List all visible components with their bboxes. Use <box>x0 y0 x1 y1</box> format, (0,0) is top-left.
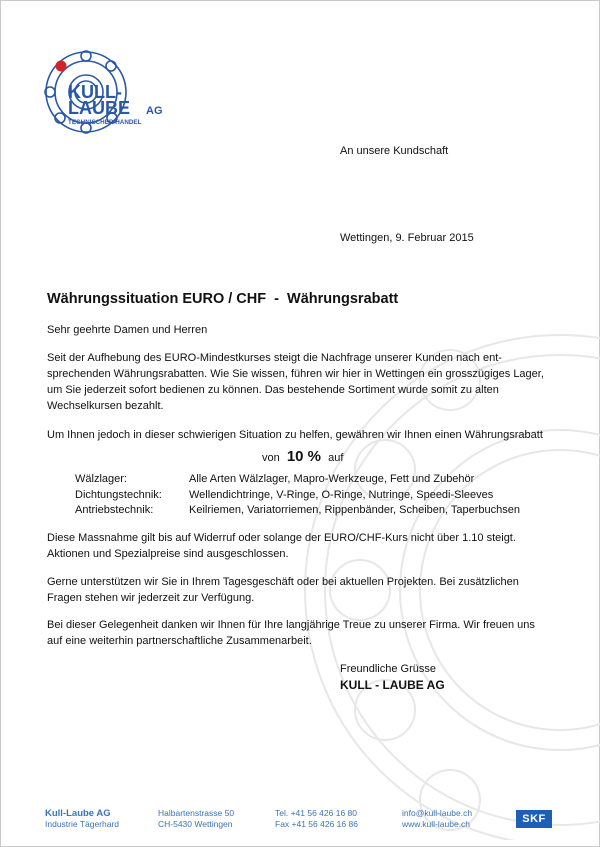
paragraph-thanks: Bei dieser Gelegenheit danken wir Ihnen für Ihre langjährige Treue zu unserer Firma. Wir freuen uns auf eine weiterhin partnerschaftliche Zusammenarbeit. <box>47 619 535 647</box>
footer-web[interactable]: www.kull-laube.ch <box>402 819 471 829</box>
category-items: Wellendichtringe, V-Ringe, O-Ringe, Nutringe, Speedi-Sleeves <box>189 488 494 501</box>
footer-email[interactable]: info@kull-laube.ch <box>402 808 473 818</box>
subject-line: Währungssituation EURO / CHF - Währungsrabatt <box>47 291 399 307</box>
paragraph-conditions: Diese Massnahme gilt bis auf Widerruf oder solange der EURO/CHF-Kurs nicht über 1.10 steigt. Aktionen und Spezialpreise sind ausgeschlossen. <box>47 532 516 560</box>
paragraph-offer: Um Ihnen jedoch in dieser schwierigen Situation zu helfen, gewähren wir Ihnen einen Währungsrabatt <box>47 429 543 441</box>
signature-company: KULL - LAUBE AG <box>340 678 445 692</box>
discount-line <box>262 446 343 469</box>
skf-logo: SKF <box>516 810 552 828</box>
closing: Freundliche Grüsse <box>340 663 436 675</box>
category-row <box>75 472 520 488</box>
category-items: Alle Arten Wälzlager, Mapro-Werkzeuge, Fett und Zubehör <box>189 473 475 485</box>
discount-suffix: auf <box>328 452 344 464</box>
kull-laube-logo <box>40 50 200 134</box>
logo-suffix: AG <box>146 105 163 117</box>
category-name: Antriebstechnik: <box>75 504 154 516</box>
footer-street: Halbartenstrasse 50 <box>158 808 235 818</box>
category-row <box>75 488 520 504</box>
footer-company: Kull-Laube AG <box>45 808 111 819</box>
footer-contact-block <box>402 808 472 830</box>
category-name: Dichtungstechnik: <box>75 488 162 501</box>
category-name: Wälzlager: <box>75 473 127 485</box>
footer-city: CH-5430 Wettingen <box>158 819 233 829</box>
discount-value: 10 % <box>286 448 322 465</box>
logo-tagline: TECHNISCHER HANDEL <box>68 119 142 126</box>
discount-prefix: von <box>262 452 280 464</box>
footer-tel: Tel. +41 56 426 16 80 <box>275 808 357 818</box>
salutation: Sehr geehrte Damen und Herren <box>47 324 208 336</box>
footer-area: Industrie Tägerhard <box>45 819 120 829</box>
footer-fax: Fax +41 56 426 16 86 <box>275 819 358 829</box>
footer-company-block <box>45 808 119 830</box>
category-row <box>75 503 520 519</box>
letter-date: Wettingen, 9. Februar 2015 <box>340 232 474 244</box>
category-list <box>75 472 520 519</box>
paragraph-intro: Seit der Aufhebung des EURO-Mindestkurses steigt die Nachfrage unserer Kunden nach ent-sprechenden Währungsrabatten. Wie Sie wissen, führen wir hier in Wettingen ein grosszügiges Lager, um Sie jederzeit sofort bedienen zu können. Das bestehende Sortiment wurde somit zu alten Wechselkursen bezahlt. <box>47 352 544 412</box>
logo-line1: KULL- <box>68 82 122 102</box>
footer-phone-block <box>275 808 358 830</box>
red-ball-icon <box>56 61 67 72</box>
recipient: An unsere Kundschaft <box>340 145 449 157</box>
paragraph-support: Gerne unterstützen wir Sie in Ihrem Tagesgeschäft oder bei aktuellen Projekten. Bei zusätzlichen Fragen stehen wir jederzeit zur Verfügung. <box>47 576 519 604</box>
logo-line2: LAUBE <box>68 98 130 118</box>
category-items: Keilriemen, Variatorriemen, Rippenbänder, Scheiben, Taperbuchsen <box>189 504 521 516</box>
footer-address-block <box>158 808 234 830</box>
